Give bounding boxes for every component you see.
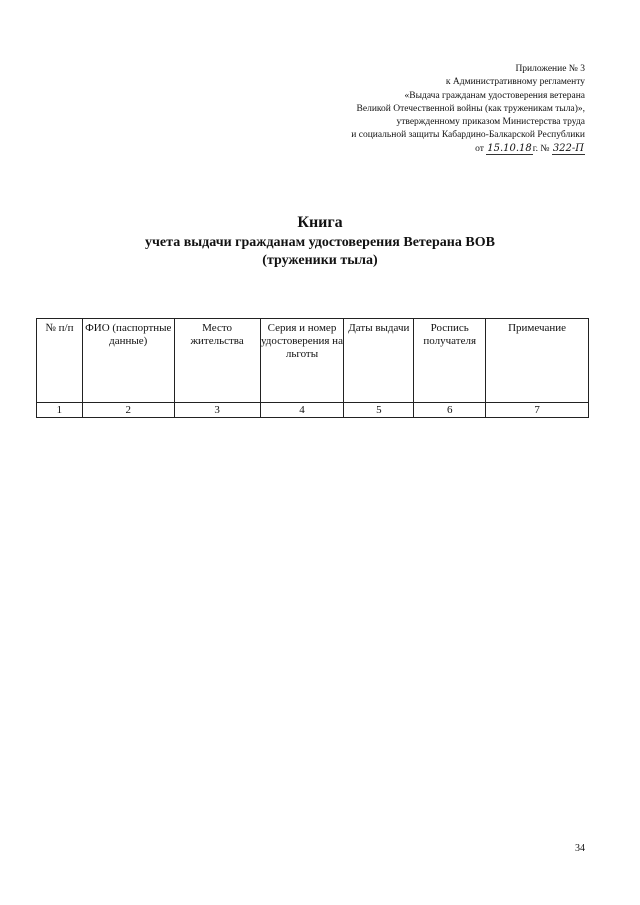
document-subtitle-line-2: (труженики тыла) (262, 253, 378, 268)
document-title: Книга (297, 214, 343, 231)
order-date-line (475, 144, 585, 154)
column-header-number: № п/п (37, 319, 83, 403)
document-title-block (0, 213, 640, 269)
appendix-header (351, 63, 585, 156)
column-number-row (37, 403, 589, 418)
column-header-residence: Место жительства (174, 319, 260, 403)
column-header-note: Примечание (486, 319, 589, 403)
appendix-line: «Выдача гражданам удостоверения ветерана (404, 90, 585, 101)
appendix-line: к Административному регламенту (445, 77, 585, 88)
page-number: 34 (575, 843, 585, 854)
appendix-line: и социальной защиты Кабардино-Балкарской Республики (351, 130, 585, 141)
appendix-line: Великой Отечественной войны (как труженикам тыла)», (356, 103, 585, 114)
column-number: 5 (344, 403, 414, 418)
column-header-full-name: ФИО (паспортные данные) (82, 319, 174, 403)
date-prefix: от (475, 143, 484, 154)
document-subtitle-line-1: учета выдачи гражданам удостоверения Ветерана ВОВ (145, 235, 495, 250)
order-date: 15.10.18 (487, 142, 532, 154)
header-row (37, 319, 589, 403)
date-suffix: г. (532, 143, 538, 154)
column-number: 3 (174, 403, 260, 418)
order-number: 322-П (552, 142, 584, 154)
column-number: 2 (82, 403, 174, 418)
register-table (36, 318, 589, 418)
number-prefix: № (540, 143, 550, 154)
column-header-signature: Роспись получателя (414, 319, 486, 403)
column-header-certificate: Серия и номер удостоверения на льготы (260, 319, 344, 403)
column-number: 7 (486, 403, 589, 418)
column-number: 4 (260, 403, 344, 418)
appendix-line: Приложение № 3 (515, 64, 585, 74)
column-number: 6 (414, 403, 486, 418)
column-header-issue-dates: Даты выдачи (344, 319, 414, 403)
appendix-line: утвержденному приказом Министерства труда (396, 117, 585, 128)
column-number: 1 (37, 403, 83, 418)
